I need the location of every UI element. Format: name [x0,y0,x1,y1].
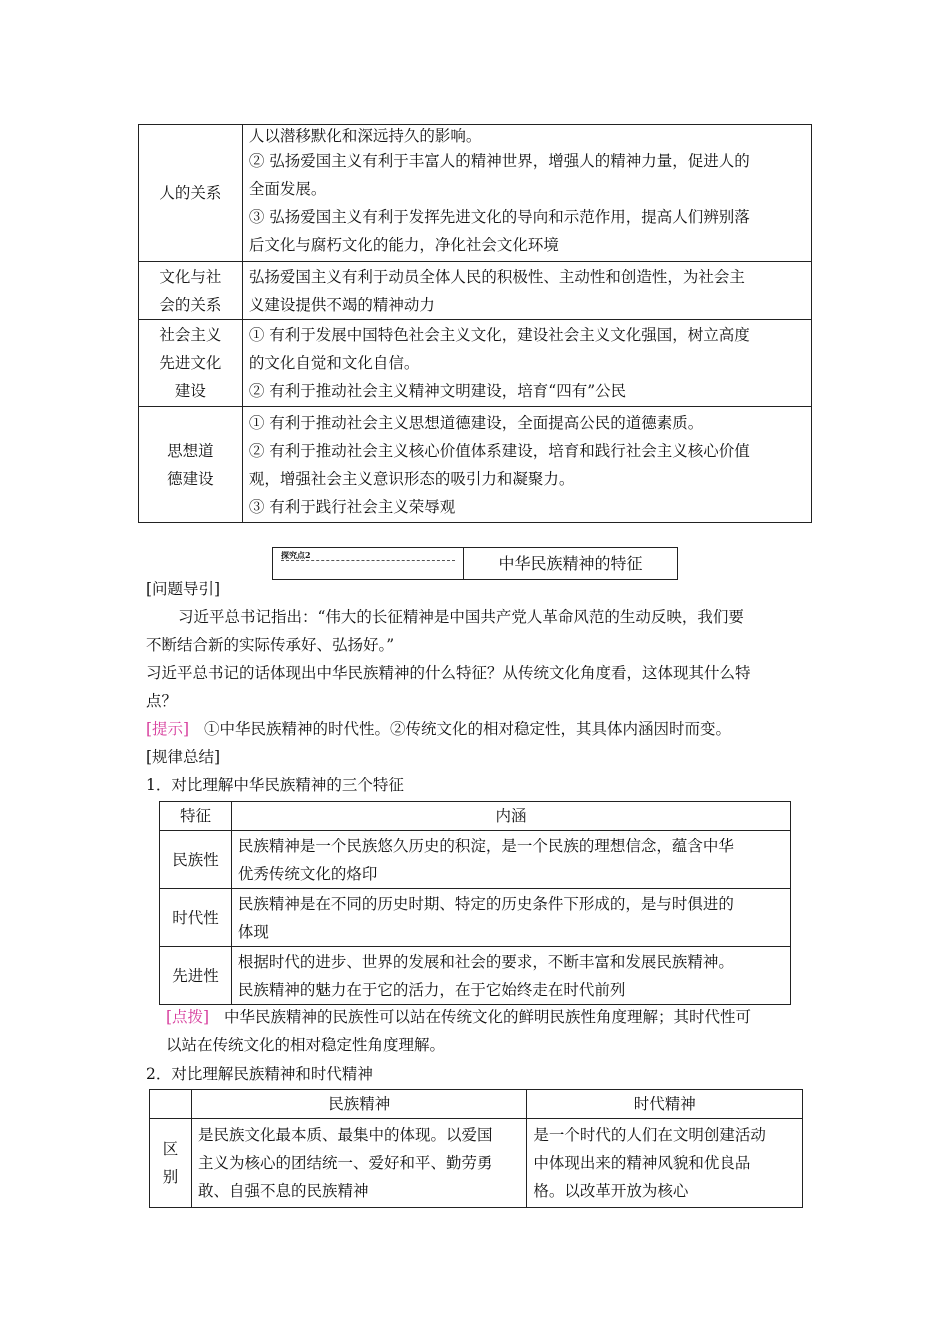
row-content [231,947,790,1005]
row-content [242,407,811,523]
content-line: 民族精神的魅力在于它的活力，在于它始终走在时代前列 [237,980,626,999]
content-line: 民族精神是在不同的历史时期、特定的历史条件下形成的，是与时俱进的 [237,894,734,913]
table-row [139,125,812,262]
tip [166,1003,751,1031]
content-line: 的文化自觉和文化自信。 [248,354,420,372]
content-line: ① 有利于发展中国特色社会主义文化，建设社会主义文化强国，树立高度 [248,326,750,344]
label-line: 人的关系 [159,184,222,202]
label-line: 会的关系 [159,295,222,314]
guide-paragraph-line: 不断结合新的实际传承好、弘扬好。” [146,636,395,654]
table-header-row [160,802,791,831]
row-content [527,1119,803,1208]
content-line: 根据时代的进步、世界的发展和社会的要求，不断丰富和发展民族精神。 [237,952,734,971]
label-line: 德建设 [167,469,214,488]
row-content [191,1119,526,1208]
tip-line-2: 以站在传统文化的相对稳定性角度理解。 [166,1036,446,1054]
hint [146,715,731,743]
row-label: 民族性 [160,831,232,889]
explore-tag [273,548,464,579]
summary-item-2: 2．对比理解民族精神和时代精神 [146,1065,373,1083]
content-line: 敢、自强不息的民族精神 [197,1182,369,1200]
row-label: 先进性 [160,947,232,1005]
label-line: 社会主义 [159,326,222,344]
summary-item-1: 1．对比理解中华民族精神的三个特征 [146,776,404,794]
label-line: 区 [162,1140,179,1158]
content-line: 优秀传统文化的烙印 [237,864,378,883]
row-label [139,262,243,320]
question-line: 点？ [146,692,178,710]
label-line: 思想道 [167,441,214,460]
row-label [139,320,243,407]
table-row [139,262,812,320]
row-content [231,889,790,947]
question-line: 习近平总书记的话体现出中华民族精神的什么特征？从传统文化角度看，这体现其什么特 [146,664,751,682]
table-row [160,889,791,947]
table-row [139,320,812,407]
content-line: 体现 [237,922,269,941]
row-content [242,320,811,407]
content-line: ② 弘扬爱国主义有利于丰富人的精神世界，增强人的精神力量，促进人的 [248,152,750,170]
table-national-spirit-features [159,801,791,1005]
explore-tag-label: 探究点2 [281,550,311,560]
label-line: 先进文化 [159,354,222,372]
content-line: ② 有利于推动社会主义精神文明建设，培育“四有”公民 [248,382,627,400]
table-row [150,1119,803,1208]
hint-text: ①中华民族精神的时代性。②传统文化的相对稳定性，其具体内涵因时而变。 [204,720,732,738]
label-line: 文化与社 [159,267,222,286]
explore-point-header [272,547,678,580]
table-patriotism-significance [138,124,812,523]
content-line: 义建设提供不竭的精神动力 [248,295,435,314]
divider [281,560,455,561]
explore-title: 中华民族精神的特征 [498,554,643,573]
guide-heading: [问题导引] [146,580,221,598]
column-header: 特征 [160,802,232,831]
guide-paragraph-line: 习近平总书记指出：“伟大的长征精神是中国共产党人革命风范的生动反映，我们要 [178,608,744,626]
hint-label: [提示] [146,720,190,738]
content-line: 主义为核心的团结统一、爱好和平、勤劳勇 [197,1154,493,1172]
table-spirit-comparison [149,1089,803,1208]
row-content [242,125,811,262]
row-label [150,1119,192,1208]
row-label [139,407,243,523]
table-row [139,407,812,523]
column-header: 内涵 [231,802,790,831]
content-line: ③ 有利于践行社会主义荣辱观 [248,497,456,516]
row-content [231,831,790,889]
row-content [242,262,811,320]
column-header: 时代精神 [527,1090,803,1119]
content-line: ① 有利于推动社会主义思想道德建设，全面提高公民的道德素质。 [248,413,704,432]
column-header: 民族精神 [191,1090,526,1119]
content-line: 全面发展。 [248,180,327,198]
content-line: 是民族文化最本质、最集中的体现。以爱国 [197,1126,493,1144]
row-label: 时代性 [160,889,232,947]
content-line: 是一个时代的人们在文明创建活动 [533,1126,766,1144]
content-line: 观，增强社会主义意识形态的吸引力和凝聚力。 [248,469,575,488]
column-header [150,1090,192,1119]
content-line: 中体现出来的精神风貌和优良品 [533,1154,751,1172]
row-label [139,125,243,262]
tip-text: 中华民族精神的民族性可以站在传统文化的鲜明民族性角度理解；其时代性可 [224,1008,752,1026]
content-line: 弘扬爱国主义有利于动员全体人民的积极性、主动性和创造性，为社会主 [248,267,745,286]
label-line: 建设 [174,382,206,400]
table-header-row [150,1090,803,1119]
label-line: 别 [162,1168,179,1186]
content-line: ② 有利于推动社会主义核心价值体系建设，培育和践行社会主义核心价值 [248,441,750,460]
table-row [160,947,791,1005]
content-line: 人以潜移默化和深远持久的影响。 [248,127,482,145]
content-line: ③ 弘扬爱国主义有利于发挥先进文化的导向和示范作用，提高人们辨别落 [248,208,750,226]
tip-label: [点拨] [166,1008,210,1026]
summary-heading: [规律总结] [146,748,221,766]
table-row [160,831,791,889]
content-line: 后文化与腐朽文化的能力，净化社会文化环境 [248,236,559,254]
content-line: 民族精神是一个民族悠久历史的积淀，是一个民族的理想信念，蕴含中华 [237,836,734,855]
content-line: 格。以改革开放为核心 [533,1182,689,1200]
